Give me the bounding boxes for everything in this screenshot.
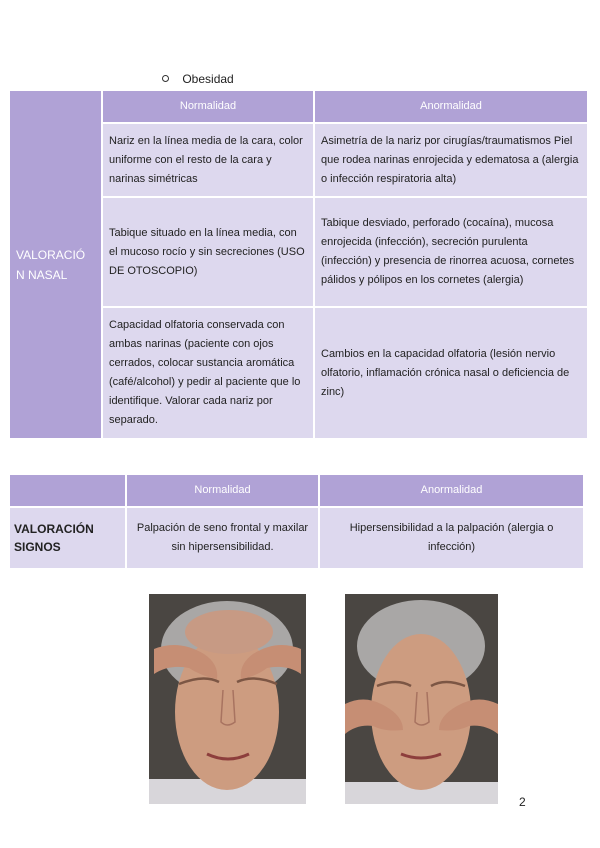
hollow-circle-bullet-icon — [162, 75, 169, 82]
table-row — [10, 508, 583, 568]
nasal-assessment-table — [8, 89, 589, 440]
signs-assessment-table — [8, 473, 585, 570]
maxillary-sinus-palpation-photo — [345, 594, 498, 804]
normal-cell: Capacidad olfatoria conservada con ambas narinas (paciente con ojos cerrados, colocar sustancia aromática (café/alcohol) y pedir al paciente que lo identifique. Valorar cada nariz por separado. — [103, 308, 313, 438]
normal-cell: Nariz en la línea media de la cara, color uniforme con el resto de la cara y narinas simétricas — [103, 124, 313, 196]
header-empty — [10, 475, 125, 506]
table-header-row — [10, 475, 583, 506]
page-number: 2 — [519, 795, 526, 809]
header-abnormal: Anormalidad — [315, 91, 587, 122]
side-label-cell — [10, 91, 101, 438]
header-normal: Normalidad — [103, 91, 313, 122]
normal-cell: Palpación de seno frontal y maxilar sin hipersensibilidad. — [127, 508, 318, 568]
abnormal-cell: Asimetría de la nariz por cirugías/traumatismos Piel que rodea narinas enrojecida y edematosa a (alergia o infección respiratoria alta) — [315, 124, 587, 196]
abnormal-cell: Tabique desviado, perforado (cocaína), mucosa enrojecida (infección), secreción purulenta (infección) y presencia de rinorrea acuosa, cornetes pálidos y pólipos en los cornetes (alergia) — [315, 198, 587, 306]
header-normal: Normalidad — [127, 475, 318, 506]
abnormal-cell: Hipersensibilidad a la palpación (alergia o infección) — [320, 508, 583, 568]
bullet-item — [162, 72, 234, 86]
side-label: VALORACIÓN NASAL — [16, 247, 86, 282]
normal-cell: Tabique situado en la línea media, con el mucoso rocío y sin secreciones (USO DE OTOSCOPIO) — [103, 198, 313, 306]
table-header-row — [10, 91, 587, 122]
side-label: VALORACIÓN SIGNOS — [10, 508, 125, 568]
frontal-sinus-palpation-photo — [149, 594, 306, 804]
abnormal-cell: Cambios en la capacidad olfatoria (lesión nervio olfatorio, inflamación crónica nasal o deficiencia de zinc) — [315, 308, 587, 438]
header-abnormal: Anormalidad — [320, 475, 583, 506]
bullet-text: Obesidad — [182, 72, 234, 86]
